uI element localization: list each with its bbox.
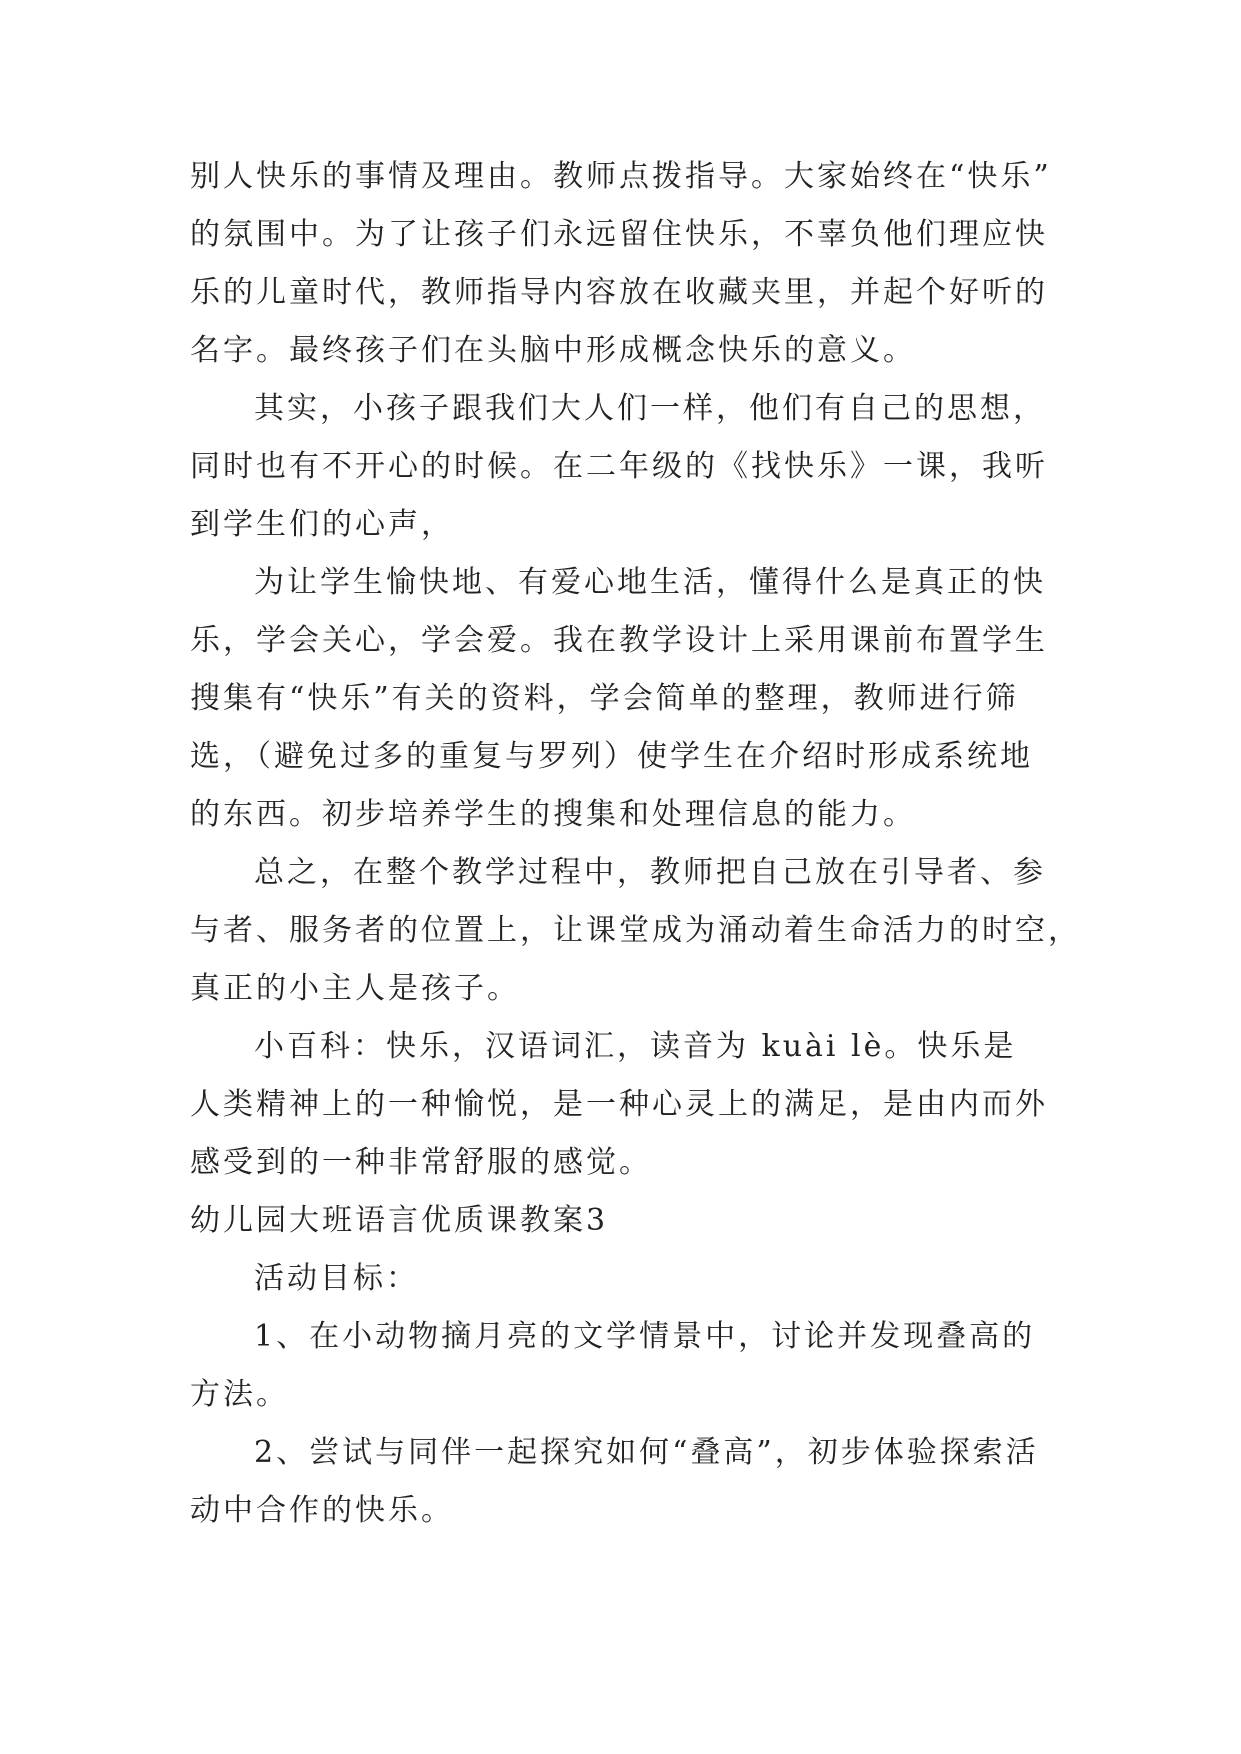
text-line: 乐的儿童时代，教师指导内容放在收藏夹里，并起个好听的 (190, 275, 1048, 310)
text-line: 2、尝试与同伴一起探究如何“叠高”，初步体验探索活 (254, 1435, 1039, 1470)
text-line: 的东西。初步培养学生的搜集和处理信息的能力。 (190, 797, 916, 832)
text-line: 选，（避免过多的重复与罗列）使学生在介绍时形成系统地 (190, 739, 1033, 774)
text-line: 活动目标： (254, 1261, 419, 1296)
text-line: 的氛围中。为了让孩子们永远留住快乐，不辜负他们理应快 (190, 217, 1048, 252)
text-line: 小百科：快乐，汉语词汇，读音为 kuài lè。快乐是 (254, 1029, 1017, 1064)
text-line: 到学生们的心声， (190, 507, 454, 542)
text-line: 其实，小孩子跟我们大人们一样，他们有自己的思想， (254, 391, 1046, 426)
text-line: 真正的小主人是孩子。 (190, 971, 520, 1006)
section-heading: 幼儿园大班语言优质课教案3 (190, 1203, 609, 1238)
text-line: 与者、服务者的位置上，让课堂成为涌动着生命活力的时空， (190, 913, 1081, 948)
text-line: 名字。最终孩子们在头脑中形成概念快乐的意义。 (190, 333, 916, 368)
text-line: 为让学生愉快地、有爱心地生活，懂得什么是真正的快 (254, 565, 1046, 600)
document-body (190, 148, 1081, 1540)
text-line: 别人快乐的事情及理由。教师点拨指导。大家始终在“快乐” (190, 159, 1052, 194)
text-line: 1、在小动物摘月亮的文学情景中，讨论并发现叠高的 (254, 1319, 1036, 1354)
text-line: 总之，在整个教学过程中，教师把自己放在引导者、参 (254, 855, 1046, 890)
text-line: 感受到的一种非常舒服的感觉。 (190, 1145, 652, 1180)
text-line: 同时也有不开心的时候。在二年级的《找快乐》一课，我听 (190, 449, 1048, 484)
text-line: 乐，学会关心，学会爱。我在教学设计上采用课前布置学生 (190, 623, 1048, 658)
text-line: 方法。 (190, 1377, 289, 1412)
text-line: 动中合作的快乐。 (190, 1493, 454, 1528)
text-line: 搜集有“快乐”有关的资料，学会简单的整理，教师进行筛 (190, 681, 1019, 716)
text-line: 人类精神上的一种愉悦，是一种心灵上的满足，是由内而外 (190, 1087, 1048, 1122)
